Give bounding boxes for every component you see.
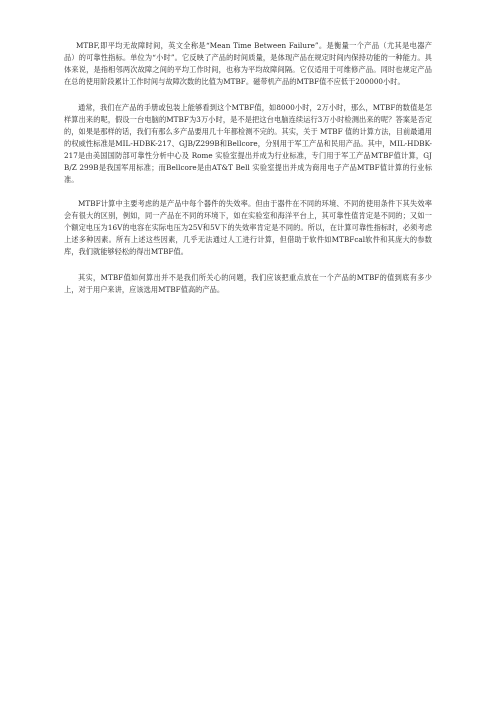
paragraph-mtbf-calculation-standards: 通常，我们在产品的手册或包装上能够看到这个MTBF值，如8000小时，2万小时，那么，MTBF的数值是怎样算出来的呢，假设一台电脑的MTBF为3万小时，是不是把这台电脑连续运行3万小时检测出来的呢？答案是否定的，如果是那样的话，我们有那么多产品要用几十年都检测不完的。其实，关于 MTBF 值的计算方法，目前最通用的权威性标准是MIL-HDBK-217、GJB/Z299B和Bellcore，分别用于军工产品和民用产品。其中，MIL-HDBK-217是由美国国防部可靠性分析中心及 Rome 实验室提出并成为行业标准，专门用于军工产品MTBF值计算，GJB/Z 299B是我国军用标准；而Bellcore是由AT&T Bell 实验室提出并成为商用电子产品MTBF值计算的行业标准。 xyxy=(64,103,432,184)
document-body xyxy=(64,40,432,308)
paragraph-mtbf-definition: MTBF,即平均无故障时间，英文全称是“Mean Time Between Failure”。是衡量一个产品（尤其是电器产品）的可靠性指标。单位为“小时”。它反映了产品的时间质量，是体现产品在规定时间内保持功能的一种能力。具体来说，是指相邻两次故障之间的平均工作时间，也称为平均故障间隔。它仅适用于可维修产品。同时也规定产品在总的使用阶段累计工作时间与故障次数的比值为MTBF。磁带机产品的MTBF值不应低于200000小时。 xyxy=(64,41,432,86)
paragraph-failure-rate-factors: MTBF计算中主要考虑的是产品中每个器件的失效率。但由于器件在不同的环境、不同的使用条件下其失效率会有很大的区别，例如，同一产品在不同的环境下，如在实验室和海洋平台上，其可靠性值肯定是不同的；又如一个额定电压为16V的电容在实际电压为25V和5V下的失效率肯定是不同的。所以，在计算可靠性指标时，必须考虑上述多种因素。所有上述这些因素，几乎无法通过人工进行计算，但借助于软件如MTBFcal软件和其庞大的参数库，我们就能够轻松的得出MTBF值。 xyxy=(64,199,432,256)
paragraph-conclusion: 其实，MTBF值如何算出并不是我们所关心的问题，我们应该把重点放在一个产品的MTBF的值到底有多少上，对于用户来讲，应该选用MTBF值高的产品。 xyxy=(64,273,432,294)
